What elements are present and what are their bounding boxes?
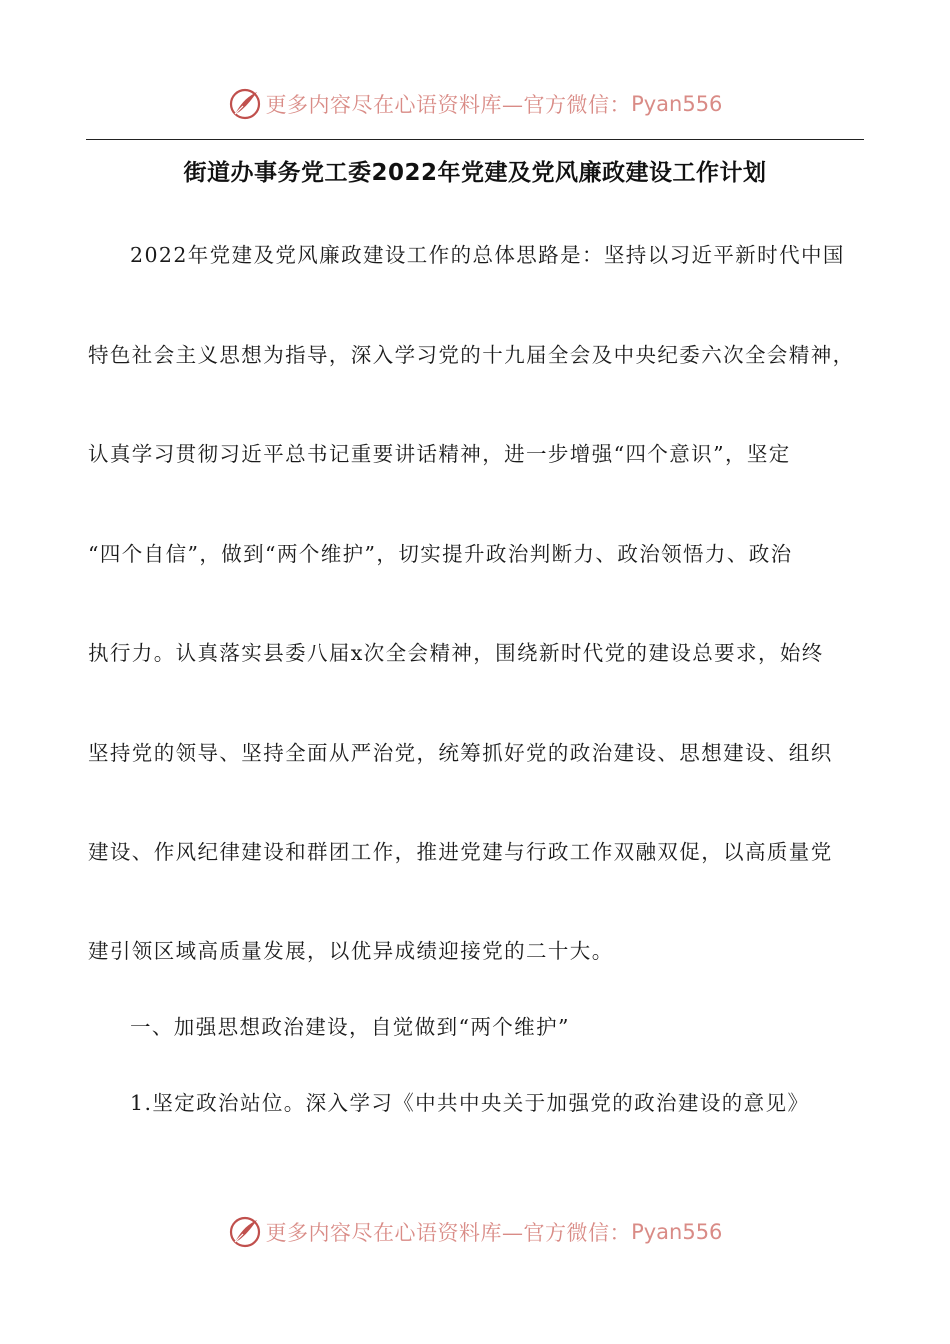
body-line: 1.坚定政治站位。深入学习《中共中央关于加强党的政治建设的意见》 xyxy=(130,1091,810,1115)
body-line: 执行力。认真落实县委八届x次全会精神，围绕新时代党的建设总要求，始终 xyxy=(88,641,824,665)
body-line: 认真学习贯彻习近平总书记重要讲话精神，进一步增强“四个意识”，坚定 xyxy=(88,442,791,466)
header-divider xyxy=(86,139,864,140)
body-line: “四个自信”，做到“两个维护”，切实提升政治判断力、政治领悟力、政治 xyxy=(88,542,793,566)
body-line: 建设、作风纪律建设和群团工作，推进党建与行政工作双融双促，以高质量党 xyxy=(88,840,833,864)
quill-logo-icon xyxy=(228,1215,262,1249)
watermark-text: 更多内容尽在心语资料库—官方微信： xyxy=(265,1221,632,1245)
document-title: 街道办事务党工委2022年党建及党风廉政建设工作计划 xyxy=(183,160,767,186)
watermark-text: 更多内容尽在心语资料库—官方微信： xyxy=(265,93,632,117)
watermark-wechat-handle: Pyan556 xyxy=(631,92,723,116)
footer-watermark xyxy=(0,1212,950,1252)
body-line: 坚持党的领导、坚持全面从严治党，统筹抓好党的政治建设、思想建设、组织 xyxy=(88,741,833,765)
header-watermark xyxy=(0,84,950,124)
quill-logo-icon xyxy=(228,87,262,121)
body-line: 建引领区域高质量发展，以优异成绩迎接党的二十大。 xyxy=(88,939,614,963)
section-heading: 一、加强思想政治建设，自觉做到“两个维护” xyxy=(130,1015,570,1039)
body-line: 特色社会主义思想为指导，深入学习党的十九届全会及中央纪委六次全会精神， xyxy=(88,343,855,367)
watermark-wechat-handle: Pyan556 xyxy=(631,1220,723,1244)
body-line: 2022年党建及党风廉政建设工作的总体思路是：坚持以习近平新时代中国 xyxy=(130,243,845,267)
